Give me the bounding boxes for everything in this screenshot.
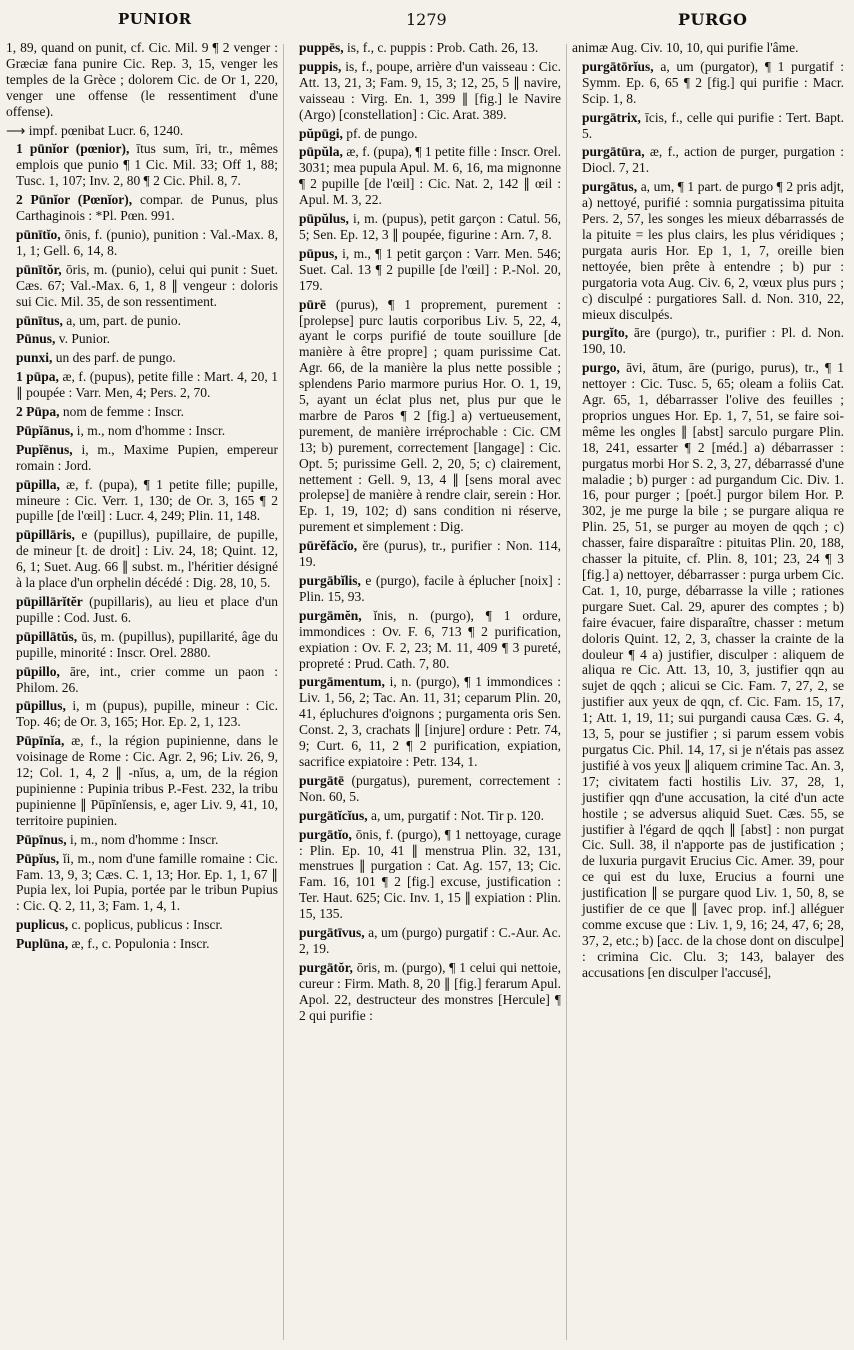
entry-headword: Pupĭēnus, [16, 441, 73, 457]
entry-headword: purgātē [299, 772, 344, 788]
dictionary-entry [289, 538, 561, 570]
column-divider [283, 44, 284, 1340]
entry-headword: punxi, [16, 350, 53, 366]
entry-headword: pūpillus, [16, 698, 66, 714]
entry-definition: a, um, part. de punio. [66, 312, 182, 328]
dictionary-entry [6, 936, 278, 952]
entry-definition: e (pupillus), pupillaire, de pupille, de mineur [t. de droit] : Liv. 24, 18; Quint. 12, 6, 1; Suet. Aug. 66 ∥ subst. m., l'héritier désigné à la place d'un orphelin décédé : Dig. 28, 10, 5. [16, 527, 278, 591]
entry-definition: i, m. (pupus), petit garçon : Catul. 56, 5; Sen. Ep. 12, 3 ∥ poupée, figurine : Arn. 7, 8. [299, 211, 561, 242]
entry-definition: a, um (purgo) purgatif : C.-Aur. Ac. 2, 19. [299, 925, 561, 956]
dictionary-entry [289, 59, 561, 123]
dictionary-entry [572, 110, 844, 142]
entry-headword: purgātrix, [582, 109, 641, 125]
dictionary-entry [6, 664, 278, 696]
dictionary-entry [572, 325, 844, 357]
entry-definition: i, m (pupus), pupille, mineur : Cic. Top. 46; de Or. 3, 165; Hor. Ep. 2, 1, 123. [16, 698, 278, 730]
entry-definition: ūs, m. (pupillus), pupillarité, âge du pupille, minorité : Inscr. Orel. 2880. [16, 628, 278, 660]
dictionary-entry [6, 40, 278, 120]
guide-word-left: PUNIOR [118, 10, 192, 28]
entry-definition: æ, f., action de purger, purgation : Diocl. 7, 21. [582, 144, 844, 176]
dictionary-entry [289, 144, 561, 208]
entry-headword: purgātōrĭus, [582, 58, 654, 74]
entry-definition: c. poplicus, publicus : Inscr. [71, 917, 223, 933]
entry-headword: pūpŭlus, [299, 211, 349, 227]
entry-headword: purgātŏr, [299, 959, 353, 975]
entry-definition: (purgatus), purement, correctement : Non. 60, 5. [299, 772, 561, 804]
entry-definition: æ, f. (pupa), ¶ 1 petite fille; pupille, mineure : Cic. Verr. 1, 130; de Or. 3, 165 ¶ 2 pupille [de l'œil] : Lucr. 4, 249; Plin. 11, 148. [16, 476, 278, 524]
entry-headword: pŭpūgi, [299, 125, 343, 141]
entry-definition: āre, int., crier comme un paon : Philom. 26. [16, 663, 278, 695]
entry-headword: purgābĭlis, [299, 573, 361, 588]
entry-definition: ōris, m. (punio), celui qui punit : Suet. Cæs. 67; Val.-Max. 6, 1, 8 ∥ vengeur : doloris sui Cic. Mil. 35, de son ressentiment. [16, 261, 278, 309]
entry-definition: is, f., c. puppis : Prob. Cath. 26, 13. [347, 40, 539, 55]
dictionary-column-2 [289, 40, 561, 1344]
dictionary-entry [6, 423, 278, 439]
entry-headword: pūpilla, [16, 476, 60, 492]
entry-headword: purgĭto, [582, 325, 629, 341]
entry-definition: ⟶ impf. pœnibat Lucr. 6, 1240. [6, 122, 184, 138]
dictionary-entry [289, 608, 561, 672]
dictionary-entry [6, 369, 278, 401]
entry-definition: un des parf. de pungo. [55, 350, 176, 366]
dictionary-entry [6, 527, 278, 591]
page-number: 1279 [406, 10, 447, 29]
column-divider [566, 44, 567, 1340]
entry-definition: æ, f., la région pupinienne, dans le voisinage de Rome : Cic. Agr. 2, 96; Liv. 26, 9, 12; Col. 1, 4, 2 ∥ -nĭus, a, um, de la région pupinienne : Pupinia tribus P.-Fest. 232, la tribu pupinienne ∥ Pūpīnĭensis, e, ager Liv. 9, 41, 10, territoire pupinien. [16, 733, 278, 828]
entry-headword: pūpillo, [16, 663, 60, 679]
entry-headword: pūnītĭo, [16, 226, 61, 242]
entry-headword: 1 pūnĭor (pœnior), [16, 141, 130, 157]
entry-headword: pūpŭla, [299, 144, 343, 160]
entry-headword: pūpillātŭs, [16, 628, 78, 644]
dictionary-entry [6, 629, 278, 661]
entry-headword: purgātĭcĭus, [299, 807, 368, 823]
dictionary-entry [572, 179, 844, 322]
dictionary-entry [6, 832, 278, 848]
dictionary-entry [289, 211, 561, 243]
entry-headword: puppis, [299, 58, 342, 74]
dictionary-entry [6, 313, 278, 329]
entry-definition: e (purgo), facile à éplucher [noix] : Plin. 15, 93. [299, 573, 561, 604]
entry-definition: nom de femme : Inscr. [62, 404, 184, 420]
entry-headword: purgātĭo, [299, 826, 352, 842]
entry-headword: puppēs, [299, 40, 344, 55]
entry-headword: pūpillārĭtĕr [16, 594, 83, 609]
entry-definition: (pupillaris), au lieu et place d'un pupille : Cod. Just. 6. [16, 594, 278, 625]
entry-definition: æ, f., c. Populonia : Inscr. [71, 936, 210, 952]
entry-headword: purgātus, [582, 179, 638, 195]
entry-headword: pūpus, [299, 245, 338, 261]
entry-headword: purgo, [582, 360, 620, 376]
dictionary-entry [6, 192, 278, 224]
entry-headword: pūpillāris, [16, 527, 75, 543]
dictionary-entry [6, 331, 278, 347]
dictionary-entry [289, 40, 561, 56]
entry-headword: 2 Pūnĭor (Pœnĭor), [16, 192, 133, 208]
dictionary-entry [6, 594, 278, 626]
dictionary-entry [6, 477, 278, 525]
dictionary-entry [289, 925, 561, 957]
entry-headword: pūnītŏr, [16, 261, 62, 277]
dictionary-entry [6, 917, 278, 933]
entry-definition: compar. de Punus, plus Carthaginois : *Pl. Pœn. 991. [16, 192, 278, 224]
dictionary-entry [6, 442, 278, 474]
dictionary-entry [289, 808, 561, 824]
entry-definition: is, f., poupe, arrière d'un vaisseau : Cic. Att. 13, 21, 3; Fam. 9, 15, 3; 12, 25, 5 ∥ navire, vaisseau : Virg. En. 1, 399 ∥ [fig.] le Navire (Argo) [constellation] : Cic. Arat. 389. [299, 58, 561, 122]
entry-definition: a, um, purgatif : Not. Tir p. 120. [371, 807, 545, 823]
entry-definition: āvi, ātum, āre (purigo, purus), tr., ¶ 1 nettoyer : Cic. Tusc. 5, 65; oleam a foliis Cat. Agr. 65, 1, débarrasser l'olive des feuilles ; proprios ungues Hor. Ep. 1, 7, 51, se faire soi-même les ongles ∥ [abst] sarculo purgare Plin. 18, 241, essarter ¶ 2 [méd.] a) débarrasser : purgatus morbi Hor S. 2, 3, 27, débarrassé d'une maladie ; b) purger : ad purgandum Cic. Div. 1. 16, pour purger ; [poét.] purgor bilem Hor. P. 302, je me purge la bile ; se purgare aliqua re Plin. 25, 51, se purger au moyen de qqch ; c) chasser, faire disparaître : pituitas Plin. 20, 188, chasser la pituite, cf. Plin. 8, 101; 23, 24 ¶ 3 [fig.] a) nettoyer, débarrasser : purga urbem Cic. Cat. 1, 10, purge, débarrasse la ville ; rationes purgare Suet. Cal. 29, apurer des comptes ; b) faire évacuer, faire disparaître, chasser : metum doloris Quint. 12, 2, 3, chasser la crainte de la douleur ¶ 4 a) justifier, disculper : aliquem de aliqua re Cic. Att. 13, 10, 3, justifier qqn au sujet de qqch ; alicui se Cic. Fam. 7, 27, 2, se justifier aux yeux de qqn, cf. Cic. Fam. 15, 17, 1; Att. 1, 19, 11; sui purgandi causa Cæs. G. 4, 13, 5, pour se justifier ; si parum essem vobis purgatus Cic. Phil. 14, 17, si je n'étais pas assez justifié à vos yeux ∥ aliquem crimine Tac. An. 3, 17; civitatem facti hostilis Liv. 37, 28, 1, justifier qqn d'une accusation, la cité d'un acte hostile ; se adversus aliquid Suet. Cæs. 55, se justifier à l'égard de qqch ∥ [abst] : non purgat Cic. Sull. 38, il n'apporte pas de justification ; de luxuria purgavit Erucius Cic. Amer. 39, pour ce qui est du luxe, Erucius a fourni une justification ∥ se purgare quod Liv. 1, 50, 8, se justifier de ce que ∥ [avec prop. inf.] alléguer comme excuse que : Liv. 1, 9, 16; 24, 47, 6; 28, 37, 2, etc.; b) [acc. de la chose dont on disculpe] : crimina Cic. Clu. 3; 143, balayer des accusations [en disculper l'accusé], [582, 360, 844, 980]
entry-definition: ĭnis, n. (purgo), ¶ 1 ordure, immondices : Ov. F. 6, 713 ¶ 2 purification, expiation : Ov. F. 2, 23; M. 11, 409 ¶ 3 pureté, propreté : Prud. Cath. 7, 80. [299, 607, 561, 671]
entry-definition: ōnis, f. (punio), punition : Val.-Max. 8, 1, 1; Gell. 6, 14, 8. [16, 226, 278, 258]
guide-word-right: PURGO [678, 10, 748, 29]
entry-headword: purgātūra, [582, 144, 645, 160]
entry-definition: i, m., nom d'homme : Inscr. [76, 422, 226, 438]
dictionary-entry [6, 350, 278, 366]
entry-definition: æ, f. (pupa), ¶ 1 petite fille : Inscr. Orel. 3031; mea pupula Apul. M. 6, 16, ma mignonne ¶ 2 pupille [de l'œil] : Cic. Nat. 2, 142 ∥ œil : Apul. M. 3, 22. [299, 144, 561, 208]
dictionary-entry [6, 733, 278, 828]
dictionary-entry [289, 126, 561, 142]
dictionary-entry [289, 297, 561, 536]
entry-headword: Pūpīnus, [16, 831, 67, 847]
dictionary-entry [572, 40, 844, 56]
entry-headword: puplicus, [16, 917, 69, 933]
entry-definition: āre (purgo), tr., purifier : Pl. d. Non. 190, 10. [582, 325, 844, 357]
entry-definition: i, m., nom d'homme : Inscr. [70, 831, 219, 847]
dictionary-column-3 [572, 40, 844, 1344]
dictionary-entry [289, 827, 561, 922]
entry-definition: ōris, m. (purgo), ¶ 1 celui qui nettoie, cureur : Firm. Math. 8, 20 ∥ [fig.] ferarum Apul. Apol. 22, destructeur des monstres [Hercule] ¶ 2 qui purifie : [299, 959, 561, 1023]
entry-headword: 2 Pūpa, [16, 404, 60, 420]
running-header [0, 4, 854, 34]
dictionary-entry [572, 59, 844, 107]
dictionary-entry [572, 360, 844, 980]
entry-headword: Pūpĭus, [16, 850, 60, 866]
entry-definition: ĕre (purus), tr., purifier : Non. 114, 19. [299, 538, 561, 570]
dictionary-entry [289, 246, 561, 294]
entry-definition: i, m., ¶ 1 petit garçon : Varr. Men. 546; Suet. Cal. 13 ¶ 2 pupille [de l'œil] : P.-Nol. 20, 179. [299, 245, 561, 293]
entry-definition: æ, f. (pupus), petite fille : Mart. 4, 20, 1 ∥ poupée : Varr. Men, 4; Pers. 2, 70. [16, 369, 278, 401]
dictionary-entry [572, 144, 844, 176]
dictionary-entry [289, 960, 561, 1024]
dictionary-entry [6, 141, 278, 189]
dictionary-entry [6, 851, 278, 915]
entry-headword: purgātīvus, [299, 925, 365, 941]
dictionary-entry [289, 773, 561, 805]
entry-headword: Pūnus, [16, 331, 56, 347]
entry-definition: a, um, ¶ 1 part. de purgo ¶ 2 pris adjt, a) nettoyé, purifié : somnia purgatissima pituita Pers. 2, 57, les songes les mieux débarrassés de la pituite = les plus clairs, les plus véridiques ; purgata auris Hor. Ep 1, 1, 7, oreille bien nettoyée, bien prête à entendre ; b) pur : purgatoria vota Aug. Civ. 6, 2, vœux plus purs ; c) disculpé : purgatiores Sall. d. Non. 310, 22, mieux disculpés. [582, 179, 844, 322]
entry-definition: ōnis, f. (purgo), ¶ 1 nettoyage, curage : Plin. Ep. 10, 41 ∥ menstrua Plin. 32, 131, menstrues ∥ purgation : Cat. Ag. 157, 13; Cic. Fam. 16, 101 ¶ 2 [fig.] excuse, justification : Ter. Haut. 625; Cic. Inv. 1, 15 ∥ expiation : Plin. 15, 135. [299, 826, 561, 922]
entry-headword: pūrē [299, 296, 326, 312]
dictionary-entry [6, 123, 278, 139]
dictionary-entry [6, 698, 278, 730]
entry-headword: purgāmentum, [299, 674, 385, 690]
entry-definition: ītus sum, īri, tr., mêmes emplois que punio ¶ 1 Cic. Mil. 33; Off 1, 88; Tusc. 1, 107; Inv. 2, 80 ¶ 2 Cic. Phil. 8, 7. [16, 141, 278, 189]
entry-headword: Puplūna, [16, 936, 69, 952]
entry-headword: Pūpĭānus, [16, 422, 74, 438]
entry-definition: i, n. (purgo), ¶ 1 immondices : Liv. 1, 56, 2; Tac. An. 11, 31; ceparum Plin. 20, 41, épluchures d'oignons ; purgamenta oris Sen. Const. 2, 3, crachats ∥ [injure] ordure : Petr. 74, 9; Curt. 6, 11, 2 ¶ 2 purification, expiation, sacrifice expiatoire : Petr. 134, 1. [299, 674, 561, 769]
dictionary-entry [289, 674, 561, 769]
entry-definition: animæ Aug. Civ. 10, 10, qui purifie l'âme. [572, 40, 799, 55]
entry-definition: a, um (purgator), ¶ 1 purgatif : Symm. Ep. 6, 65 ¶ 2 [fig.] qui purifie : Macr. Scip. 1, 8. [582, 58, 844, 106]
entry-headword: Pūpīnĭa, [16, 733, 65, 749]
dictionary-entry [289, 573, 561, 605]
dictionary-entry [6, 227, 278, 259]
entry-definition: v. Punior. [58, 331, 111, 347]
entry-headword: 1 pūpa, [16, 369, 59, 385]
entry-headword: purgāmĕn, [299, 607, 362, 623]
entry-definition: (purus), ¶ 1 proprement, purement : [prolepse] purc lautis corporibus Liv. 5, 22, 4, ayant le corps purifié de toute souillure [de manière à être propre] ; quam purissime Cat. Agr. 66, de la manière la plus nette possible ; splendens Pario marmore purius Hor. O. 1, 19, 5, ayant un éclat plus net, plus pur que le marbre de Paros ¶ 2 [fig.] a) vertueusement, purement, de manière irréprochable : Cic. CM 13; b) purement, correctement [langage] : Cic. Opt. 5; purissime Gell. 2, 20, 5; c) clairement, nettement : Gell. 9, 13, 4 ∥ [sens moral avec prolepse] de manière à rendre clair, serein : Hor. Ep. 1, 19, 102; d) sans condition ni réserve, purement et simplement : Dig. [299, 296, 561, 535]
entry-definition: 1, 89, quand on punit, cf. Cic. Mil. 9 ¶ 2 venger : Græciæ fana punire Cic. Rep. 3, 15, venger les temples de la Grèce ; dolorem Cic. de Or 1, 220, venger une offense (le ressentiment d'une offense). [6, 40, 278, 119]
entry-definition: i, m., Maxime Pupien, empereur romain : Jord. [16, 441, 278, 473]
entry-definition: ĭi, m., nom d'une famille romaine : Cic. Fam. 13, 9, 3; Cæs. C. 1, 13; Hor. Ep. 1, 1, 67 ∥ Pupia lex, loi Pupia, portée par le tribun Pupius : Cic. Q. 2, 11, 3; Fam. 1, 4, 1. [16, 850, 278, 914]
entry-definition: pf. de pungo. [346, 125, 418, 141]
dictionary-entry [6, 262, 278, 310]
entry-headword: pūnītus, [16, 312, 63, 328]
dictionary-column-1 [6, 40, 278, 1344]
entry-headword: pūrĕfăcĭo, [299, 538, 358, 554]
entry-definition: īcis, f., celle qui purifie : Tert. Bapt. 5. [582, 109, 844, 141]
dictionary-entry [6, 404, 278, 420]
